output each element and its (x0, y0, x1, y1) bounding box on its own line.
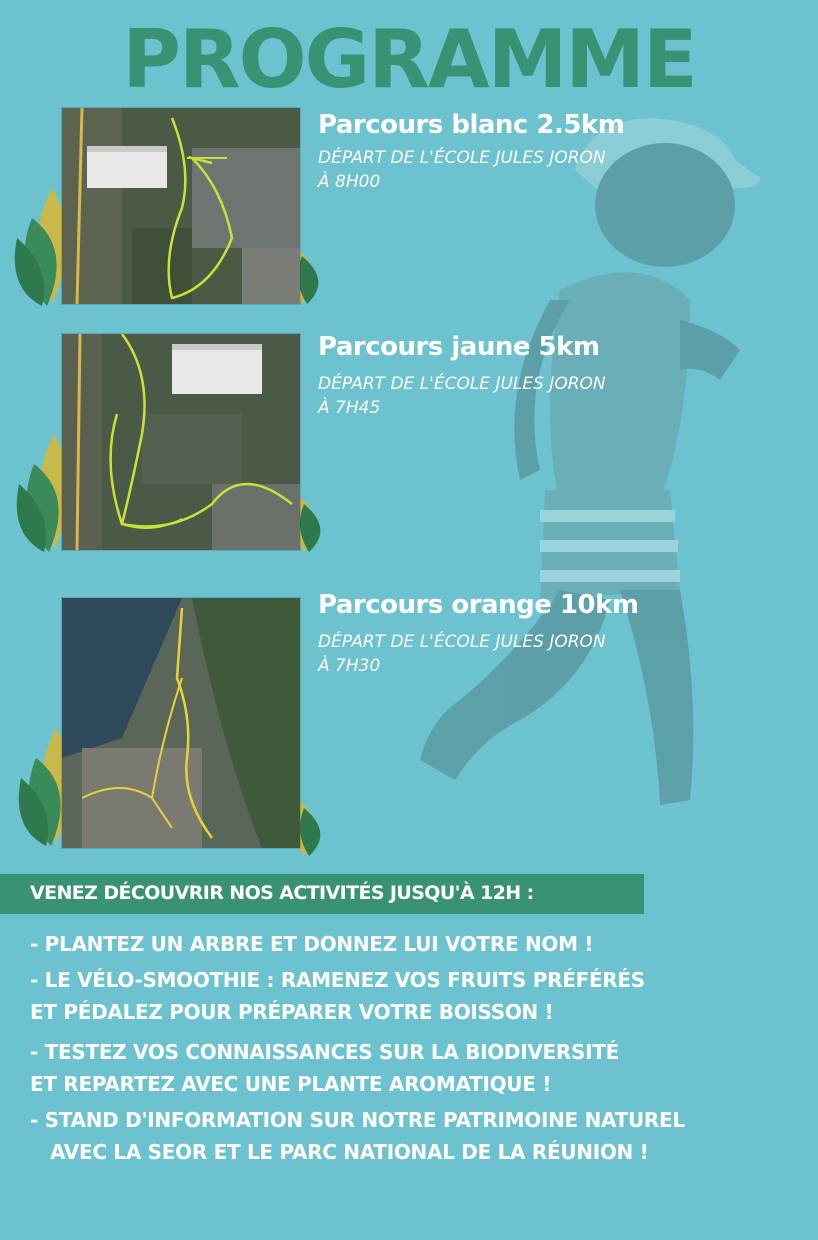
route-departure: DÉPART DE L'ÉCOLE JULES JORON (318, 148, 606, 168)
route-name: Parcours orange 10km (318, 590, 639, 620)
activity-line: - PLANTEZ UN ARBRE ET DONNEZ LUI VOTRE NOM ! (30, 932, 594, 956)
activity-item (30, 1104, 685, 1168)
activity-line: - STAND D'INFORMATION SUR NOTRE PATRIMOINE NATUREL (30, 1108, 685, 1132)
page-title: PROGRAMME (122, 13, 696, 106)
route-name: Parcours jaune 5km (318, 332, 600, 362)
route-map-orange (62, 598, 300, 848)
activity-item (30, 928, 593, 960)
route-name: Parcours blanc 2.5km (318, 110, 625, 140)
activities-banner (0, 874, 644, 914)
route-map-white (62, 108, 300, 304)
activity-line: - TESTEZ VOS CONNAISSANCES SUR LA BIODIVERSITÉ (30, 1040, 619, 1064)
activity-line: - LE VÉLO-SMOOTHIE : RAMENEZ VOS FRUITS PRÉFÉRÉS (30, 968, 645, 992)
activities-header: VENEZ DÉCOUVRIR NOS ACTIVITÉS JUSQU'À 12H : (30, 882, 534, 904)
activity-line: ET PÉDALEZ POUR PRÉPARER VOTRE BOISSON ! (30, 1000, 554, 1024)
route-time: À 7H45 (318, 398, 381, 418)
activity-line: ET REPARTEZ AVEC UNE PLANTE AROMATIQUE ! (30, 1072, 552, 1096)
route-departure: DÉPART DE L'ÉCOLE JULES JORON (318, 374, 606, 394)
activity-line: AVEC LA SEOR ET LE PARC NATIONAL DE LA RÉUNION ! (30, 1140, 649, 1164)
activity-item (30, 1036, 619, 1100)
route-time: À 8H00 (318, 172, 381, 192)
route-departure: DÉPART DE L'ÉCOLE JULES JORON (318, 632, 606, 652)
route-map-yellow (62, 334, 300, 550)
route-time: À 7H30 (318, 656, 381, 676)
activity-item (30, 964, 645, 1028)
